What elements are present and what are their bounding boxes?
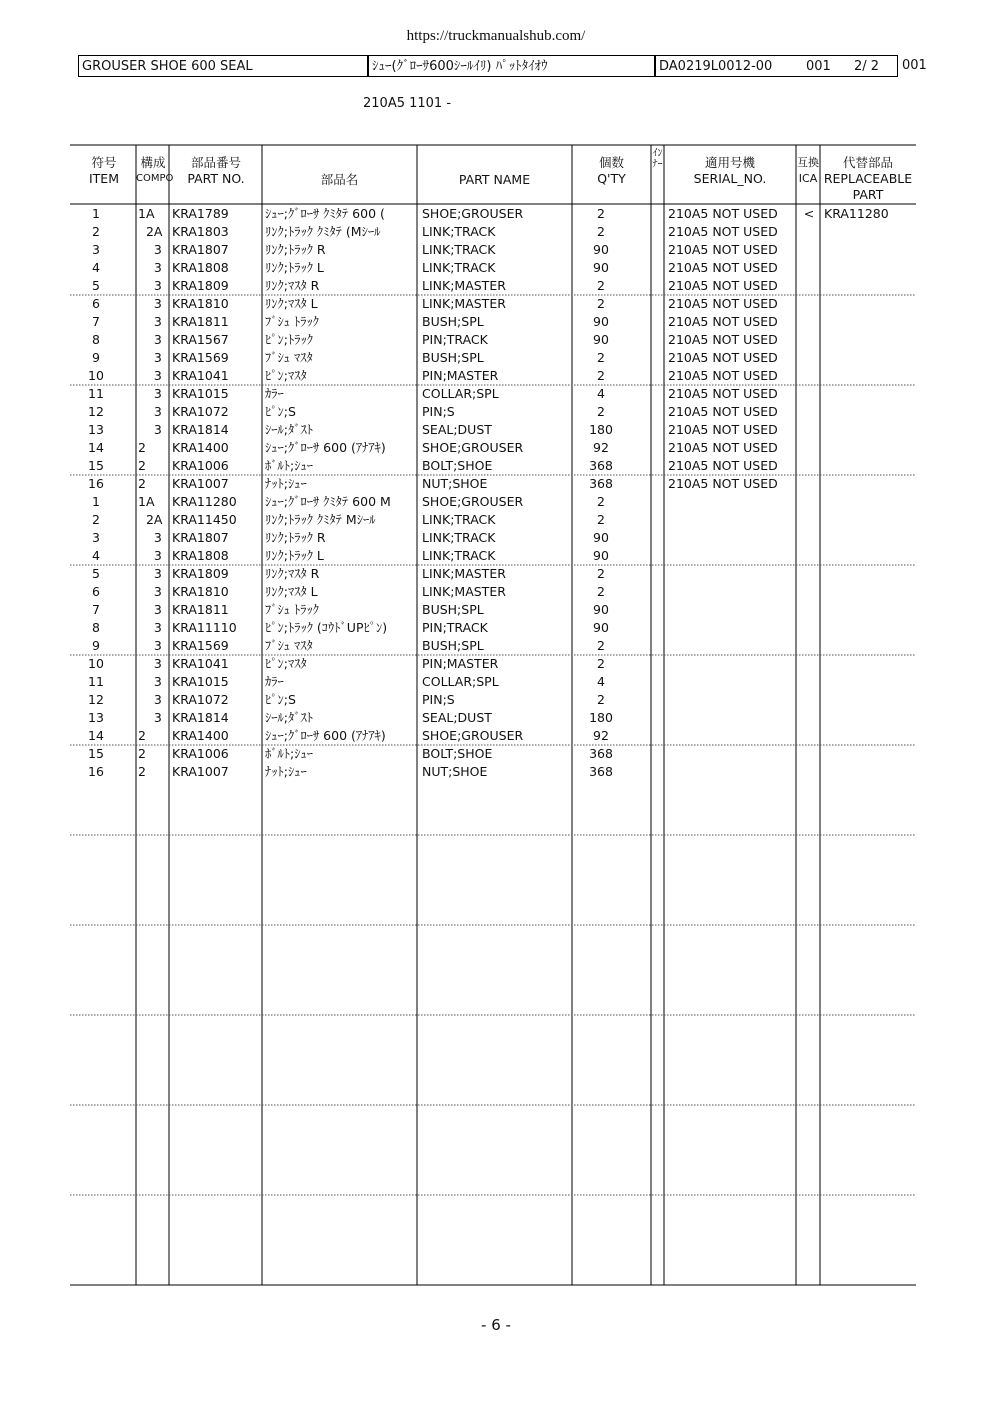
part-number: KRA1007 [172,764,229,779]
table-row [0,673,992,691]
component-level: 3 [138,422,162,437]
component-level: 3 [138,314,162,329]
item-number: 12 [88,692,104,707]
part-name-jp: ﾋﾟﾝ;ﾏｽﾀ [265,368,307,383]
item-number: 10 [88,656,104,671]
table-row [0,547,992,565]
component-level: 3 [138,548,162,563]
col-inna: ｲﾝﾅｰ [652,148,663,170]
part-name-jp: ｶﾗｰ [265,674,284,689]
col-item-en: ITEM [88,171,119,186]
part-name-en: COLLAR;SPL [422,386,499,401]
quantity: 2 [597,512,605,527]
part-number: KRA1810 [172,296,229,311]
part-number: KRA1789 [172,206,229,221]
component-level: 3 [138,602,162,617]
model-code: 210A5 1101 - [363,96,452,111]
col-rep-en2: PART [852,187,884,202]
part-name-en: LINK;TRACK [422,548,496,563]
table-row [0,367,992,385]
col-serial-header [664,155,796,187]
component-level: 2 [138,728,146,743]
component-level: 3 [138,656,162,671]
quantity: 2 [597,566,605,581]
col-qty-header [572,155,651,187]
part-name-jp: ｼｭｰ;ｸﾞﾛｰｻ ｸﾐﾀﾃ 600 M [265,494,391,509]
component-level: 2A [138,224,163,239]
part-name-jp: ｶﾗｰ [265,386,284,401]
table-row [0,709,992,727]
part-name-jp: ﾋﾟﾝ;S [265,692,296,707]
table-row [0,583,992,601]
header-title-jp: ｼｭｰ(ｸﾞﾛｰｻ600ｼｰﾙｲﾘ) ﾊﾟｯﾄﾀｲｵｳ [372,59,548,74]
quantity: 90 [593,530,609,545]
part-number: KRA1814 [172,422,229,437]
table-row [0,223,992,241]
quantity: 2 [597,656,605,671]
serial-applicability: 210A5 NOT USED [668,314,778,329]
component-level: 3 [138,332,162,347]
part-name-jp: ﾎﾞﾙﾄ;ｼｭｰ [265,458,313,473]
part-number: KRA1015 [172,674,229,689]
part-number: KRA1803 [172,224,229,239]
part-name-jp: ﾋﾟﾝ;ﾄﾗｯｸ (ｺｳﾄﾞUPﾋﾟﾝ) [265,620,388,635]
header-edge-code: 001 [902,58,927,73]
part-name-jp: ﾘﾝｸ;ﾄﾗｯｸ L [265,260,324,275]
col-name-jp: 部品名 [320,172,359,187]
table-row [0,295,992,313]
serial-applicability: 210A5 NOT USED [668,386,778,401]
serial-applicability: 210A5 NOT USED [668,242,778,257]
col-rep-en1: REPLACEABLE [823,171,913,186]
item-number: 12 [88,404,104,419]
quantity: 90 [593,620,609,635]
item-number: 9 [92,638,100,653]
part-number: KRA1807 [172,530,229,545]
table-row [0,277,992,295]
part-number: KRA1400 [172,440,229,455]
quantity: 92 [593,728,609,743]
item-number: 14 [88,440,104,455]
table-row [0,403,992,421]
table-row [0,313,992,331]
table-row [0,655,992,673]
table-row [0,529,992,547]
item-number: 15 [88,746,104,761]
serial-applicability: 210A5 NOT USED [668,332,778,347]
component-level: 2 [138,458,146,473]
component-level: 1A [138,494,155,509]
component-level: 2A [138,512,163,527]
part-name-jp: ﾌﾞｼｭ ﾄﾗｯｸ [265,602,319,617]
col-ica-en: ICA [798,172,818,185]
header-doc-code: DA0219L0012-00 [659,59,773,74]
table-row [0,349,992,367]
serial-applicability: 210A5 NOT USED [668,206,778,221]
serial-applicability: 210A5 NOT USED [668,458,778,473]
component-level: 3 [138,404,162,419]
quantity: 92 [593,440,609,455]
serial-applicability: 210A5 NOT USED [668,476,778,491]
serial-applicability: 210A5 NOT USED [668,260,778,275]
component-level: 3 [138,620,162,635]
quantity: 2 [597,404,605,419]
part-name-en: PIN;S [422,692,455,707]
part-name-en: LINK;MASTER [422,566,506,581]
item-number: 13 [88,422,104,437]
quantity: 368 [589,746,613,761]
item-number: 4 [92,548,100,563]
part-name-en: PIN;S [422,404,455,419]
part-number: KRA1006 [172,746,229,761]
part-name-en: BUSH;SPL [422,638,484,653]
table-row [0,385,992,403]
part-name-jp: ﾅｯﾄ;ｼｭｰ [265,764,307,779]
part-name-en: SHOE;GROUSER [422,206,524,221]
part-number: KRA1041 [172,656,229,671]
serial-applicability: 210A5 NOT USED [668,440,778,455]
table-row [0,493,992,511]
part-number: KRA1814 [172,710,229,725]
part-name-en: BUSH;SPL [422,314,484,329]
component-level: 1A [138,206,155,221]
serial-applicability: 210A5 NOT USED [668,368,778,383]
header-title-en: GROUSER SHOE 600 SEAL [82,59,253,74]
part-name-en: LINK;MASTER [422,278,506,293]
table-row [0,601,992,619]
item-number: 16 [88,476,104,491]
col-name-en: PART NAME [458,172,531,187]
part-name-en: NUT;SHOE [422,764,488,779]
part-number: KRA1400 [172,728,229,743]
part-number: KRA1569 [172,638,229,653]
col-comp-en: COMPO [136,173,174,184]
item-number: 5 [92,566,100,581]
part-name-jp: ｼｭｰ;ｸﾞﾛｰｻ 600 (ｱﾅｱｷ) [265,440,386,455]
item-number: 2 [92,512,100,527]
page-number: - 6 - [481,1316,511,1334]
part-name-en: LINK;MASTER [422,296,506,311]
part-name-jp: ﾘﾝｸ;ﾄﾗｯｸ R [265,530,326,545]
table-row [0,457,992,475]
component-level: 2 [138,440,146,455]
quantity: 180 [589,422,613,437]
item-number: 8 [92,332,100,347]
part-name-en: LINK;TRACK [422,530,496,545]
part-name-en: SHOE;GROUSER [422,440,524,455]
part-number: KRA1808 [172,548,229,563]
component-level: 2 [138,764,146,779]
part-name-en: LINK;TRACK [422,260,496,275]
quantity: 4 [597,674,605,689]
component-level: 3 [138,350,162,365]
part-name-jp: ﾌﾞｼｭ ﾏｽﾀ [265,638,313,653]
quantity: 180 [589,710,613,725]
col-qty-jp: 個数 [598,155,624,170]
header-section: 001 [806,59,831,74]
quantity: 90 [593,314,609,329]
part-number: KRA1567 [172,332,229,347]
quantity: 90 [593,548,609,563]
component-level: 3 [138,530,162,545]
col-rep-jp: 代替部品 [842,155,893,170]
part-name-en: BOLT;SHOE [422,746,493,761]
table-row [0,511,992,529]
part-number: KRA1072 [172,404,229,419]
part-name-en: SEAL;DUST [422,710,492,725]
component-level: 3 [138,296,162,311]
quantity: 4 [597,386,605,401]
part-name-en: NUT;SHOE [422,476,488,491]
quantity: 90 [593,602,609,617]
table-row [0,565,992,583]
col-item-header [74,155,134,187]
quantity: 2 [597,692,605,707]
table-row [0,421,992,439]
part-number: KRA1072 [172,692,229,707]
component-level: 3 [138,584,162,599]
table-row [0,745,992,763]
part-name-jp: ﾘﾝｸ;ﾏｽﾀ L [265,296,318,311]
part-number: KRA1808 [172,260,229,275]
part-name-en: SEAL;DUST [422,422,492,437]
part-number: KRA11280 [172,494,237,509]
header-page-of: 2/ 2 [854,59,880,74]
part-name-en: SHOE;GROUSER [422,494,524,509]
quantity: 368 [589,764,613,779]
part-name-en: PIN;MASTER [422,368,499,383]
quantity: 2 [597,278,605,293]
component-level: 3 [138,710,162,725]
serial-applicability: 210A5 NOT USED [668,404,778,419]
item-number: 2 [92,224,100,239]
part-name-jp: ﾘﾝｸ;ﾄﾗｯｸ L [265,548,324,563]
item-number: 15 [88,458,104,473]
part-name-jp: ﾘﾝｸ;ﾄﾗｯｸ ｸﾐﾀﾃ Mｼｰﾙ [265,512,376,527]
quantity: 368 [589,458,613,473]
part-name-en: LINK;MASTER [422,584,506,599]
part-name-en: LINK;TRACK [422,242,496,257]
part-name-en: PIN;TRACK [422,332,488,347]
part-name-jp: ﾘﾝｸ;ﾄﾗｯｸ R [265,242,326,257]
component-level: 3 [138,278,162,293]
quantity: 2 [597,584,605,599]
part-name-jp: ﾅｯﾄ;ｼｭｰ [265,476,307,491]
part-number: KRA1811 [172,602,229,617]
component-level: 3 [138,260,162,275]
table-row [0,763,992,781]
component-level: 3 [138,386,162,401]
part-name-jp: ﾘﾝｸ;ﾏｽﾀ L [265,584,318,599]
quantity: 2 [597,206,605,221]
item-number: 6 [92,584,100,599]
part-number: KRA1015 [172,386,229,401]
item-number: 1 [92,494,100,509]
table-row [0,205,992,223]
part-name-jp: ｼｭｰ;ｸﾞﾛｰｻ ｸﾐﾀﾃ 600 ( [265,206,385,221]
col-item-jp: 符号 [91,155,117,170]
quantity: 2 [597,368,605,383]
item-number: 8 [92,620,100,635]
component-level: 3 [138,692,162,707]
col-ica-header [796,155,820,187]
part-name-jp: ﾘﾝｸ;ﾏｽﾀ R [265,278,320,293]
item-number: 11 [88,674,104,689]
part-name-jp: ﾋﾟﾝ;ﾏｽﾀ [265,656,307,671]
col-qty-en: Q'TY [597,171,626,186]
quantity: 90 [593,332,609,347]
part-name-jp: ﾋﾟﾝ;ﾄﾗｯｸ [265,332,313,347]
item-number: 5 [92,278,100,293]
part-name-jp: ﾌﾞｼｭ ﾄﾗｯｸ [265,314,319,329]
part-number: KRA11450 [172,512,237,527]
item-number: 1 [92,206,100,221]
quantity: 90 [593,260,609,275]
part-name-jp: ﾎﾞﾙﾄ;ｼｭｰ [265,746,313,761]
item-number: 13 [88,710,104,725]
part-number: KRA1809 [172,566,229,581]
item-number: 4 [92,260,100,275]
table-row [0,259,992,277]
component-level: 3 [138,566,162,581]
item-number: 3 [92,530,100,545]
component-level: 3 [138,674,162,689]
quantity: 90 [593,242,609,257]
col-serial-jp: 適用号機 [704,155,755,170]
interchangeability: < [803,206,815,221]
table-row [0,331,992,349]
source-url: https://truckmanualshub.com/ [406,28,586,44]
part-name-en: BUSH;SPL [422,350,484,365]
part-number: KRA1041 [172,368,229,383]
part-number: KRA1007 [172,476,229,491]
col-part-en: PART NO. [187,171,245,186]
item-number: 11 [88,386,104,401]
replaceable-part: KRA11280 [824,206,889,221]
part-name-jp: ｼｰﾙ;ﾀﾞｽﾄ [265,422,313,437]
col-serial-en: SERIAL_NO. [693,171,767,186]
part-name-en: LINK;TRACK [422,224,496,239]
part-number: KRA1569 [172,350,229,365]
item-number: 6 [92,296,100,311]
quantity: 2 [597,350,605,365]
col-ica-jp: 互換 [797,156,819,169]
item-number: 9 [92,350,100,365]
serial-applicability: 210A5 NOT USED [668,296,778,311]
part-name-en: LINK;TRACK [422,512,496,527]
part-name-jp: ﾘﾝｸ;ﾄﾗｯｸ ｸﾐﾀﾃ (Mｼｰﾙ [265,224,381,239]
part-name-en: BUSH;SPL [422,602,484,617]
part-number: KRA1811 [172,314,229,329]
quantity: 2 [597,224,605,239]
part-name-en: SHOE;GROUSER [422,728,524,743]
part-name-jp: ﾋﾟﾝ;S [265,404,296,419]
part-name-en: BOLT;SHOE [422,458,493,473]
item-number: 3 [92,242,100,257]
component-level: 3 [138,242,162,257]
part-name-jp: ﾌﾞｼｭ ﾏｽﾀ [265,350,313,365]
col-part-jp: 部品番号 [190,155,241,170]
quantity: 2 [597,494,605,509]
part-number: KRA1810 [172,584,229,599]
component-level: 2 [138,476,146,491]
item-number: 7 [92,602,100,617]
part-number: KRA11110 [172,620,237,635]
serial-applicability: 210A5 NOT USED [668,422,778,437]
quantity: 2 [597,296,605,311]
table-row [0,637,992,655]
quantity: 2 [597,638,605,653]
part-name-jp: ﾘﾝｸ;ﾏｽﾀ R [265,566,320,581]
quantity: 368 [589,476,613,491]
part-number: KRA1807 [172,242,229,257]
col-comp-jp: 構成 [140,155,166,170]
component-level: 3 [138,368,162,383]
serial-applicability: 210A5 NOT USED [668,224,778,239]
table-row [0,475,992,493]
item-number: 7 [92,314,100,329]
component-level: 2 [138,746,146,761]
serial-applicability: 210A5 NOT USED [668,278,778,293]
part-name-jp: ｼｭｰ;ｸﾞﾛｰｻ 600 (ｱﾅｱｷ) [265,728,386,743]
part-name-en: PIN;MASTER [422,656,499,671]
table-row [0,619,992,637]
item-number: 16 [88,764,104,779]
col-comp-header [136,155,174,187]
table-row [0,691,992,709]
part-name-en: PIN;TRACK [422,620,488,635]
part-name-en: COLLAR;SPL [422,674,499,689]
part-name-jp: ｼｰﾙ;ﾀﾞｽﾄ [265,710,313,725]
col-rep-header [820,155,916,203]
col-part-header [172,155,260,187]
item-number: 14 [88,728,104,743]
part-number: KRA1006 [172,458,229,473]
item-number: 10 [88,368,104,383]
part-number: KRA1809 [172,278,229,293]
component-level: 3 [138,638,162,653]
table-row [0,439,992,457]
serial-applicability: 210A5 NOT USED [668,350,778,365]
table-row [0,727,992,745]
table-row [0,241,992,259]
